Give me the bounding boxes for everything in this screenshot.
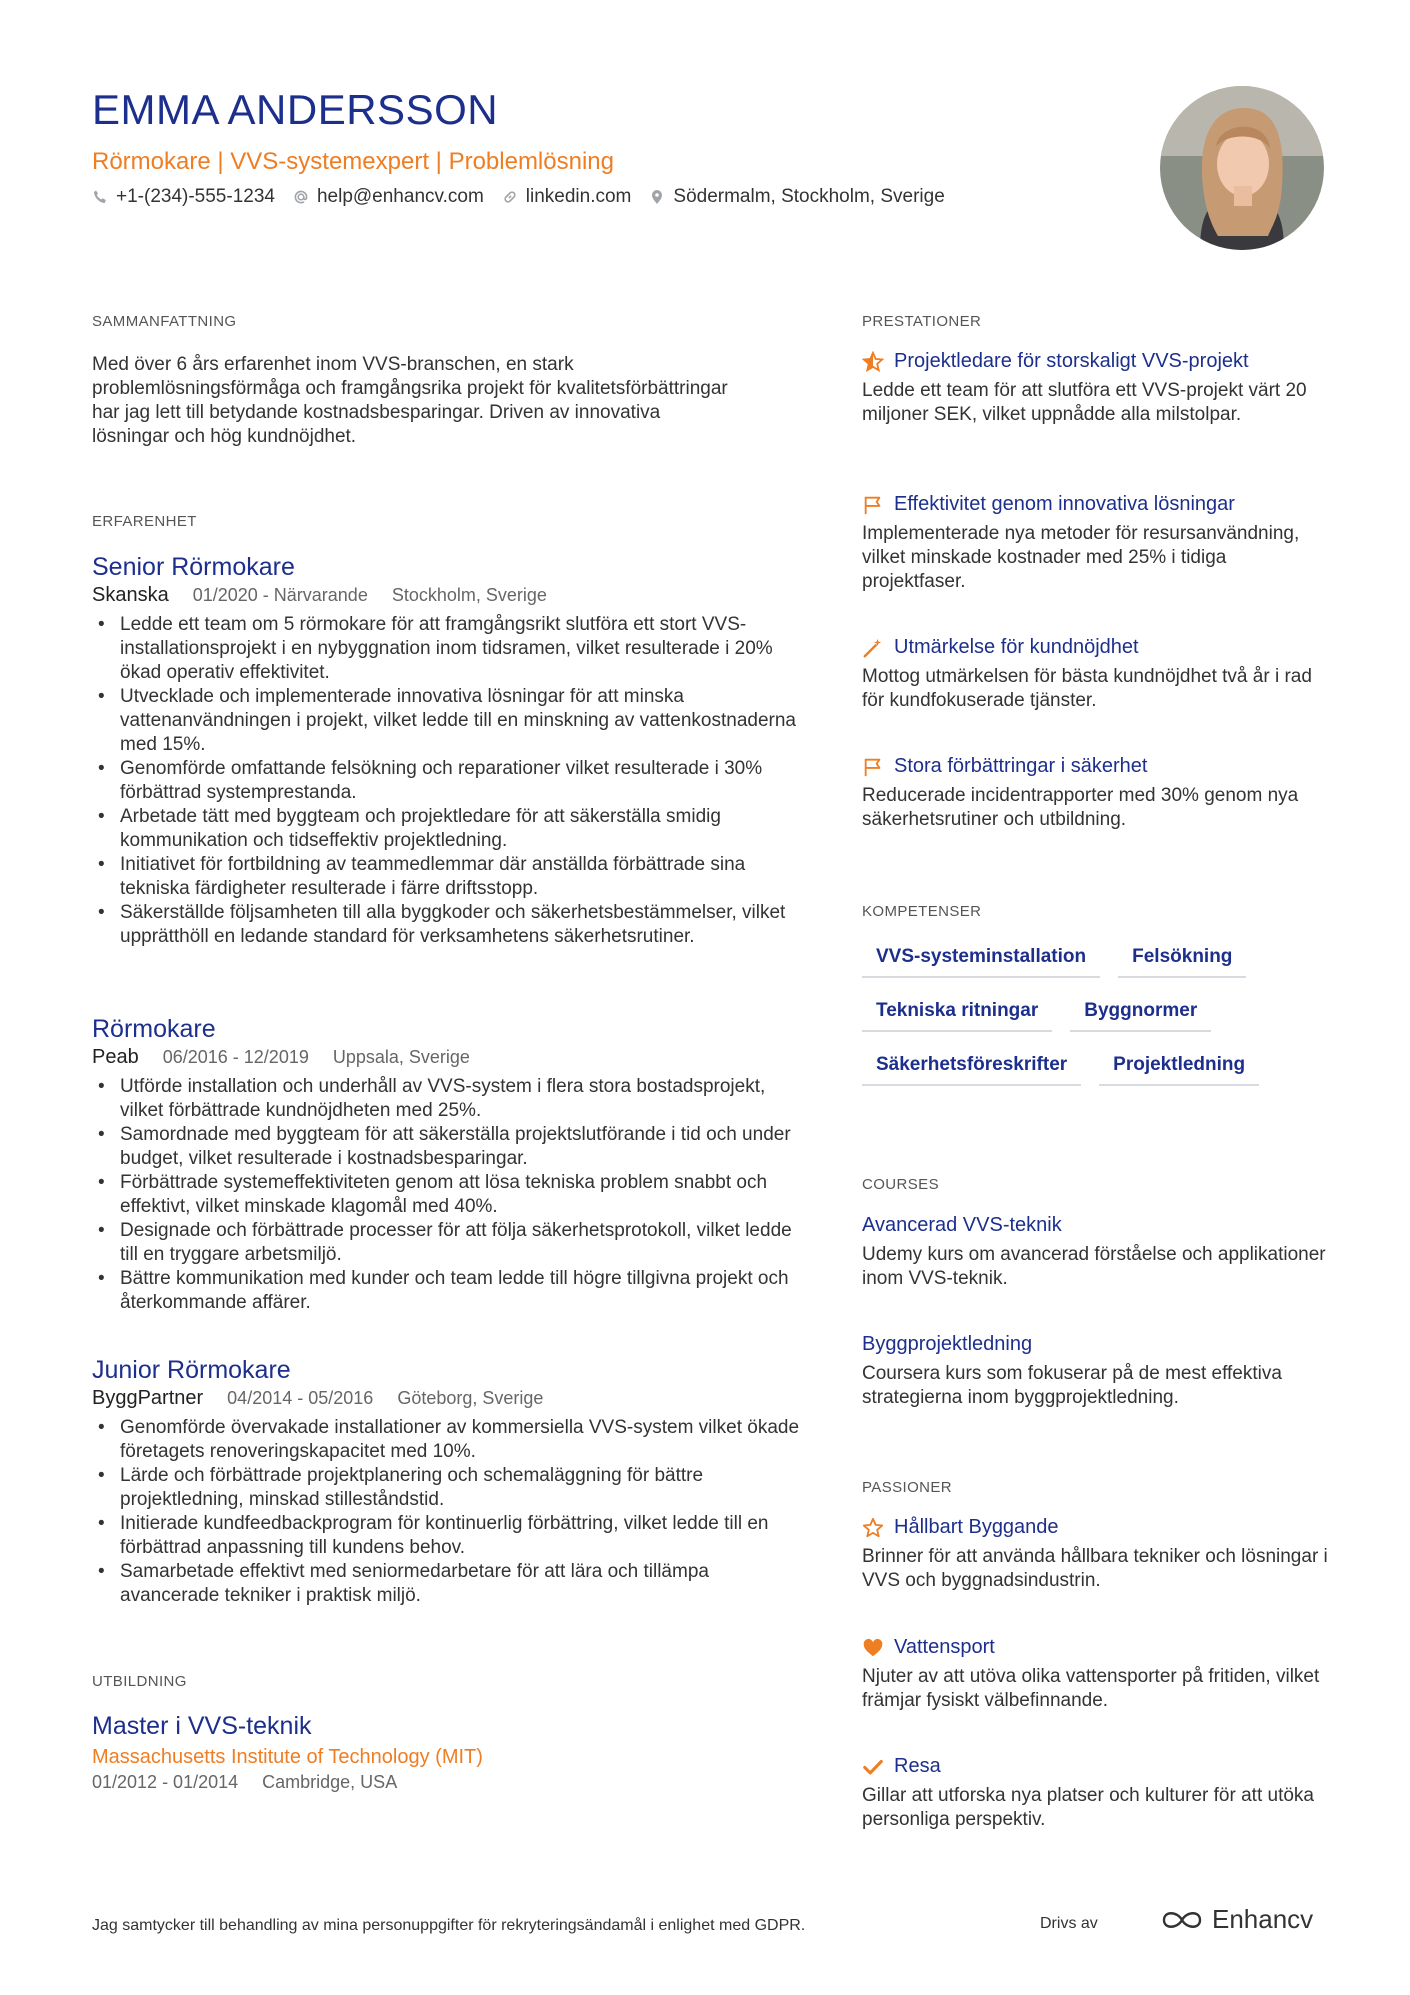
passion-title bbox=[862, 1755, 1332, 1778]
passion-text: Brinner för att använda hållbara tekniker och lösningar i VVS och byggnadsindustrin. bbox=[862, 1546, 1328, 1591]
job-title: Rörmokare bbox=[92, 1015, 216, 1043]
skills-heading: KOMPETENSER bbox=[862, 903, 982, 920]
bullet-item: • Förbättrade systemeffektiviteten genom att lösa tekniska problem snabbt och effektivt, vilket minskade klagomål med 40%. bbox=[120, 1171, 810, 1219]
bullet-item: • Initiativet för fortbildning av teammedlemmar där anställda förbättrade sina tekniska färdigheter resulterade i färre driftsstopp. bbox=[120, 853, 810, 901]
skill-tag: Byggnormer bbox=[1070, 994, 1211, 1032]
check-icon bbox=[862, 1756, 884, 1778]
candidate-name: EMMA ANDERSSON bbox=[92, 86, 499, 133]
email-text[interactable]: help@enhancv.com bbox=[316, 186, 484, 207]
job-meta bbox=[92, 1046, 792, 1069]
company-name: ByggPartner bbox=[92, 1387, 204, 1409]
passion-item bbox=[862, 1636, 1332, 1713]
infinity-logo-icon bbox=[1160, 1907, 1204, 1933]
course-title: Avancerad VVS-teknik bbox=[862, 1214, 1062, 1236]
job-entry bbox=[92, 1015, 792, 1315]
job-location: Uppsala, Sverige bbox=[332, 1047, 470, 1067]
bullet-item: • Ledde ett team om 5 rörmokare för att framgångsrikt slutföra ett stort VVS-installationsprojekt i en nybyggnation inom tidsramen, vilket resulterade i 20% ökad operativ effektivitet. bbox=[120, 613, 810, 685]
course-item bbox=[862, 1214, 1332, 1291]
summary-heading: SAMMANFATTNING bbox=[92, 313, 237, 330]
job-bullets bbox=[92, 613, 810, 949]
education-heading: UTBILDNING bbox=[92, 1673, 187, 1690]
course-title: Byggprojektledning bbox=[862, 1333, 1033, 1355]
bullet-item: • Bättre kommunikation med kunder och team ledde till högre tillgivna projekt och återkommande affärer. bbox=[120, 1267, 810, 1315]
job-title: Senior Rörmokare bbox=[92, 553, 295, 581]
job-bullets bbox=[92, 1416, 810, 1608]
achievement-title bbox=[862, 493, 1332, 516]
achievement-text: Reducerade incidentrapporter med 30% genom nya säkerhetsrutiner och utbildning. bbox=[862, 785, 1299, 830]
contact-linkedin[interactable] bbox=[502, 186, 632, 208]
skill-tag: Säkerhetsföreskrifter bbox=[862, 1048, 1081, 1086]
passion-title-text: Vattensport bbox=[894, 1636, 995, 1658]
bullet-item: • Lärde och förbättrade projektplanering och schemaläggning för bättre projektledning, minskad stilleståndstid. bbox=[120, 1464, 810, 1512]
contact-bar bbox=[92, 186, 945, 208]
star-half-icon bbox=[862, 351, 884, 373]
education-location: Cambridge, USA bbox=[262, 1772, 398, 1792]
phone-text: +1-(234)-555-1234 bbox=[116, 186, 275, 207]
enhancv-logo[interactable] bbox=[1160, 1904, 1313, 1935]
achievement-title-text: Stora förbättringar i säkerhet bbox=[894, 755, 1148, 777]
job-title: Junior Rörmokare bbox=[92, 1356, 291, 1384]
skills-tags bbox=[862, 940, 1302, 1086]
bullet-item: • Samarbetade effektivt med seniormedarbetare för att lära och tillämpa avancerade tekniker i praktisk miljö. bbox=[120, 1560, 810, 1608]
passion-item bbox=[862, 1755, 1332, 1832]
achievement-title bbox=[862, 350, 1332, 373]
bullet-item: • Säkerställde följsamheten till alla byggkoder och säkerhetsbestämmelser, vilket upprätthöll en ledande standard för verksamhetens säkerhetsrutiner. bbox=[120, 901, 810, 949]
achievement-text: Ledde ett team för att slutföra ett VVS-projekt värt 20 miljoner SEK, vilket uppnådde alla milstolpar. bbox=[862, 380, 1307, 425]
job-location: Stockholm, Sverige bbox=[391, 585, 547, 605]
contact-phone bbox=[92, 186, 275, 208]
bullet-item: • Arbetade tätt med byggteam och projektledare för att säkerställa smidig kommunikation och tidseffektiv projektledning. bbox=[120, 805, 810, 853]
linkedin-text[interactable]: linkedin.com bbox=[525, 186, 632, 207]
brand-name: Enhancv bbox=[1212, 1904, 1314, 1934]
passion-title-text: Hållbart Byggande bbox=[894, 1516, 1059, 1538]
achievement-title-text: Projektledare för storskaligt VVS-projekt bbox=[894, 350, 1249, 372]
education-meta bbox=[92, 1772, 397, 1793]
degree-title: Master i VVS-teknik bbox=[92, 1712, 312, 1740]
heart-icon bbox=[862, 1637, 884, 1659]
bullet-item: • Initierade kundfeedbackprogram för kontinuerlig förbättring, vilket ledde till en förbättrad anpassning till kundens behov. bbox=[120, 1512, 810, 1560]
experience-heading: ERFARENHET bbox=[92, 513, 197, 530]
achievement-item bbox=[862, 636, 1332, 713]
location-pin-icon bbox=[649, 189, 665, 205]
bullet-item: • Genomförde omfattande felsökning och reparationer vilket resulterade i 30% förbättrad systemprestanda. bbox=[120, 757, 810, 805]
passion-title bbox=[862, 1516, 1332, 1539]
phone-icon bbox=[92, 189, 108, 205]
bullet-item: • Utförde installation och underhåll av VVS-system i flera stora bostadsprojekt, vilket förbättrade kundnöjdheten med 25%. bbox=[120, 1075, 810, 1123]
profile-photo bbox=[1160, 86, 1324, 250]
magic-wand-icon bbox=[862, 637, 884, 659]
job-bullets bbox=[92, 1075, 810, 1315]
education-dates: 01/2012 - 01/2014 bbox=[92, 1772, 239, 1792]
link-icon bbox=[502, 189, 518, 205]
passions-heading: PASSIONER bbox=[862, 1479, 953, 1496]
achievement-title-text: Utmärkelse för kundnöjdhet bbox=[894, 636, 1139, 658]
job-location: Göteborg, Sverige bbox=[397, 1388, 544, 1408]
bullet-item: • Designade och förbättrade processer för att följa säkerhetsprotokoll, vilket ledde till en tryggare arbetsmiljö. bbox=[120, 1219, 810, 1267]
courses-heading: COURSES bbox=[862, 1176, 939, 1193]
location-text: Södermalm, Stockholm, Sverige bbox=[673, 186, 945, 207]
job-meta bbox=[92, 584, 792, 607]
contact-email[interactable] bbox=[293, 186, 484, 208]
passion-item bbox=[862, 1516, 1332, 1593]
course-item bbox=[862, 1333, 1332, 1410]
school-name: Massachusetts Institute of Technology (MIT) bbox=[92, 1746, 483, 1768]
achievement-text: Mottog utmärkelsen för bästa kundnöjdhet två år i rad för kundfokuserade tjänster. bbox=[862, 666, 1312, 711]
bullet-item: • Genomförde övervakade installationer av kommersiella VVS-system vilket ökade företagets renoveringskapacitet med 10%. bbox=[120, 1416, 810, 1464]
job-entry bbox=[92, 1356, 800, 1608]
achievement-title-text: Effektivitet genom innovativa lösningar bbox=[894, 493, 1235, 515]
achievement-item bbox=[862, 755, 1332, 832]
contact-location bbox=[649, 186, 944, 208]
summary-text: Med över 6 års erfarenhet inom VVS-branschen, en stark problemlösningsförmåga och framgångsrika projekt för kvalitetsförbättringar har jag lett till betydande kostnadsbesparingar. Driven av innovativa lösningar och hög kundnöjdhet. bbox=[92, 354, 728, 447]
star-icon bbox=[862, 1517, 884, 1539]
job-entry bbox=[92, 553, 796, 949]
achievement-title bbox=[862, 636, 1332, 659]
achievements-heading: PRESTATIONER bbox=[862, 313, 982, 330]
achievement-title bbox=[862, 755, 1332, 778]
powered-by-label: Drivs av bbox=[1040, 1915, 1098, 1932]
gdpr-consent: Jag samtycker till behandling av mina personuppgifter för rekryteringsändamål i enlighet med GDPR. bbox=[92, 1917, 806, 1934]
job-dates: 04/2014 - 05/2016 bbox=[227, 1388, 374, 1408]
job-meta bbox=[92, 1387, 792, 1410]
achievement-text: Implementerade nya metoder för resursanvändning, vilket minskade kostnader med 25% i tidiga projektfaser. bbox=[862, 523, 1300, 592]
course-text: Udemy kurs om avancerad förståelse och applikationer inom VVS-teknik. bbox=[862, 1244, 1326, 1289]
passion-title bbox=[862, 1636, 1332, 1659]
company-name: Peab bbox=[92, 1046, 139, 1068]
skill-tag: Tekniska ritningar bbox=[862, 994, 1052, 1032]
achievement-item bbox=[862, 493, 1332, 594]
passion-text: Njuter av att utöva olika vattensporter på fritiden, vilket främjar fysiskt välbefinnande. bbox=[862, 1666, 1320, 1711]
headline: Rörmokare | VVS-systemexpert | Problemlösning bbox=[92, 148, 614, 175]
passion-text: Gillar att utforska nya platser och kulturer för att utöka personliga perspektiv. bbox=[862, 1785, 1314, 1830]
skill-tag: Felsökning bbox=[1118, 940, 1246, 978]
company-name: Skanska bbox=[92, 584, 169, 606]
job-dates: 01/2020 - Närvarande bbox=[192, 585, 368, 605]
course-text: Coursera kurs som fokuserar på de mest effektiva strategierna inom byggprojektledning. bbox=[862, 1363, 1282, 1408]
skill-tag: Projektledning bbox=[1099, 1048, 1259, 1086]
passion-title-text: Resa bbox=[894, 1755, 941, 1777]
flag-icon bbox=[862, 756, 884, 778]
flag-icon bbox=[862, 494, 884, 516]
job-dates: 06/2016 - 12/2019 bbox=[162, 1047, 309, 1067]
achievement-item bbox=[862, 350, 1332, 427]
bullet-item: • Utvecklade och implementerade innovativa lösningar för att minska vattenanvändningen i projekt, vilket ledde till en minskning av vattenkostnaderna med 15%. bbox=[120, 685, 810, 757]
skill-tag: VVS-systeminstallation bbox=[862, 940, 1100, 978]
bullet-item: • Samordnade med byggteam för att säkerställa projektslutförande i tid och under budget, vilket resulterade i kostnadsbesparingar. bbox=[120, 1123, 810, 1171]
at-icon bbox=[293, 189, 309, 205]
